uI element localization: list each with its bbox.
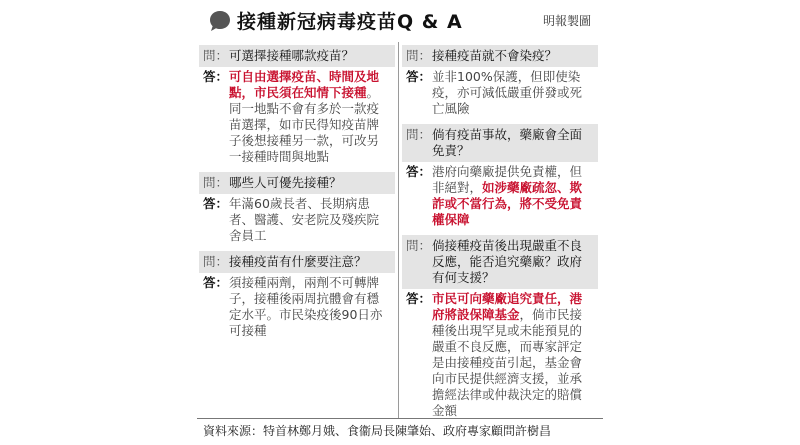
question: [199, 251, 395, 273]
speech-bubble-icon: [209, 10, 231, 32]
answer-body: 須接種兩劑，兩劑不可轉牌子，接種後兩周抗體會有穩定水平。市民染疫後90日亦可接種: [229, 275, 383, 338]
answer-body: ，倘市民接種後出現罕見或未能預見的嚴重不良反應，而專家評定是由接種疫苗引起，基金會向市民提供經濟支援，並承擔經法律或仲裁決定的賠償金額: [432, 307, 583, 418]
right-column: [402, 42, 598, 423]
answer: [199, 67, 395, 169]
answer-text: [229, 69, 391, 165]
header: [197, 0, 603, 42]
question-text: 倘有疫苗事故，藥廠會全面免責？: [432, 127, 583, 158]
question-text: 可選擇接種哪款疫苗？: [229, 48, 355, 63]
answer: [402, 289, 598, 423]
answer-body: 。同一地點不會有多於一款疫苗選擇，如市民得知疫苗牌子後想接種另一款，可改另一接種時間與地點: [229, 85, 380, 164]
column-divider: [398, 42, 399, 418]
question-label: 問：: [406, 127, 432, 142]
question-label: 問：: [406, 48, 432, 63]
answer-label: 答：: [406, 164, 432, 179]
question-text: 倘接種疫苗後出現嚴重不良反應，能否追究藥廠？政府有何支援？: [432, 238, 583, 285]
question-text: 接種疫苗有什麼要注意？: [229, 254, 367, 269]
answer-label: 答：: [203, 69, 229, 84]
question: [402, 45, 598, 67]
question-label: 問：: [203, 175, 229, 190]
credit-label: 明報製圖: [542, 14, 591, 28]
answer-highlight: 如涉藥廠疏忽、欺詐或不當行為，將不受免責權保障: [432, 180, 583, 227]
question-text: 接種疫苗就不會染疫？: [432, 48, 558, 63]
question: [402, 235, 598, 289]
answer: [199, 273, 395, 343]
infographic: [197, 0, 603, 445]
question-label: 問：: [406, 238, 432, 253]
question: [402, 124, 598, 162]
answer-text: [432, 291, 594, 419]
answer-label: 答：: [406, 291, 432, 306]
answer: [199, 194, 395, 248]
answer: [402, 67, 598, 121]
page-title: 接種新冠病毒疫苗Q & A: [237, 11, 463, 33]
answer-label: 答：: [406, 69, 432, 84]
question-label: 問：: [203, 48, 229, 63]
answer-label: 答：: [203, 275, 229, 290]
left-column: [199, 42, 395, 343]
answer: [402, 162, 598, 232]
question: [199, 172, 395, 194]
question-label: 問：: [203, 254, 229, 269]
source-footer: 資料來源：特首林鄭月娥、食衞局長陳肇始、政府專家顧問許樹昌: [197, 418, 603, 444]
answer-label: 答：: [203, 196, 229, 211]
answer-body: 港府向藥廠提供免責權，但非絕對，: [432, 164, 583, 195]
question: [199, 45, 395, 67]
answer-body: 並非100%保護，但即使染疫，亦可減低嚴重併發或死亡風險: [432, 69, 583, 116]
answer-text: [432, 164, 594, 228]
question-text: 哪些人可優先接種？: [229, 175, 342, 190]
answer-body: 年滿60歲長者、長期病患者、醫護、安老院及殘疾院舍員工: [229, 196, 380, 243]
answer-highlight: 市民可向藥廠追究責任，港府將設保障基金: [432, 291, 583, 322]
answer-highlight: 可自由選擇疫苗、時間及地點，市民須在知情下接種: [229, 69, 380, 100]
